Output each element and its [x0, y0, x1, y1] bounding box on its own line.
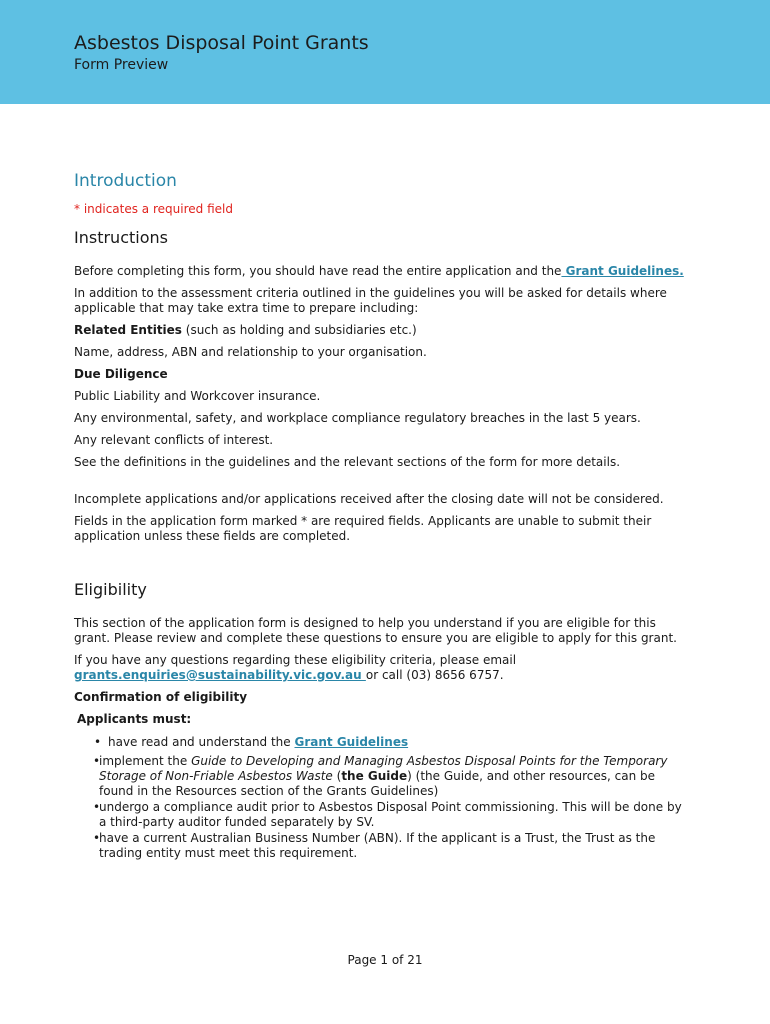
- eligibility-contact: [74, 653, 684, 683]
- criteria-text: ) (the Guide, and other resources, can be found in the Resources section of the Grants Guidelines): [99, 769, 656, 798]
- eligibility-intro: This section of the application form is designed to help you understand if you are eligible for this grant. Please review and complete these questions to ensure you are eligible to apply for this grant.: [74, 616, 677, 645]
- confirmation-label: Confirmation of eligibility: [74, 690, 248, 704]
- form-header: [0, 0, 770, 104]
- criteria-text: have read and understand the: [108, 735, 295, 749]
- bullet-icon: •: [93, 800, 101, 814]
- eligibility-contact-phone: or call (03) 8656 6757.: [365, 668, 504, 682]
- related-entities-paragraph: [74, 323, 684, 338]
- due-diligence-insurance: Public Liability and Workcover insurance.: [74, 389, 321, 403]
- instructions-text: Before completing this form, you should have read the entire application and the: [74, 264, 562, 278]
- list-item: [74, 831, 684, 861]
- form-subtitle: Form Preview: [74, 57, 169, 73]
- email-link[interactable]: grants.enquiries@sustainability.vic.gov.au: [74, 668, 366, 682]
- criteria-text: have a current Australian Business Number (ABN). If the applicant is a Trust, the Trust as the trading entity must meet this requirement.: [99, 831, 656, 860]
- related-entities-label: Related Entities: [74, 323, 182, 337]
- form-content: [74, 170, 684, 862]
- eligibility-heading: Eligibility: [74, 580, 147, 599]
- eligibility-criteria-list: [74, 735, 684, 861]
- bullet-icon: •: [93, 754, 101, 768]
- guide-abbrev: the Guide: [341, 769, 408, 783]
- instructions-heading: Instructions: [74, 228, 168, 247]
- definitions-note: See the definitions in the guidelines and the relevant sections of the form for more details.: [74, 455, 621, 469]
- list-item: [74, 800, 684, 830]
- due-diligence-conflicts: Any relevant conflicts of interest.: [74, 433, 274, 447]
- related-entities-text: (such as holding and subsidiaries etc.): [181, 323, 417, 337]
- page-number: Page 1 of 21: [347, 953, 423, 967]
- closing-date-note: Incomplete applications and/or applications received after the closing date will not be considered.: [74, 492, 664, 506]
- list-item: [74, 754, 684, 799]
- list-item: [74, 735, 684, 750]
- introduction-heading: Introduction: [74, 171, 177, 191]
- bullet-icon: •: [93, 831, 101, 845]
- applicants-must-label: Applicants must:: [77, 712, 192, 726]
- grant-guidelines-link-2[interactable]: Grant Guidelines: [294, 735, 409, 749]
- due-diligence-label: Due Diligence: [74, 367, 168, 381]
- due-diligence-breaches: Any environmental, safety, and workplace compliance regulatory breaches in the last 5 years.: [74, 411, 641, 425]
- instructions-paragraph-details: In addition to the assessment criteria outlined in the guidelines you will be asked for details where applicable that may take extra time to prepare including:: [74, 286, 667, 315]
- criteria-text: (: [332, 769, 342, 783]
- bullet-icon: •: [94, 735, 102, 749]
- eligibility-contact-text: If you have any questions regarding these eligibility criteria, please email: [74, 653, 517, 667]
- grant-guidelines-link[interactable]: Grant Guidelines.: [561, 264, 684, 278]
- guide-title: Guide to Developing and Managing Asbestos Disposal Points for the Temporary Storage of Non-Friable Asbestos Waste: [99, 754, 668, 783]
- required-fields-note: Fields in the application form marked * are required fields. Applicants are unable to submit their application unless these fields are completed.: [74, 514, 652, 543]
- required-field-note: * indicates a required field: [74, 202, 233, 216]
- related-entities-detail: Name, address, ABN and relationship to your organisation.: [74, 345, 427, 359]
- instructions-paragraph-guidelines: [74, 264, 684, 279]
- form-title: Asbestos Disposal Point Grants: [74, 32, 369, 54]
- criteria-text: undergo a compliance audit prior to Asbestos Disposal Point commissioning. This will be done by a third-party auditor funded separately by SV.: [99, 800, 682, 829]
- criteria-text: implement the: [99, 754, 192, 768]
